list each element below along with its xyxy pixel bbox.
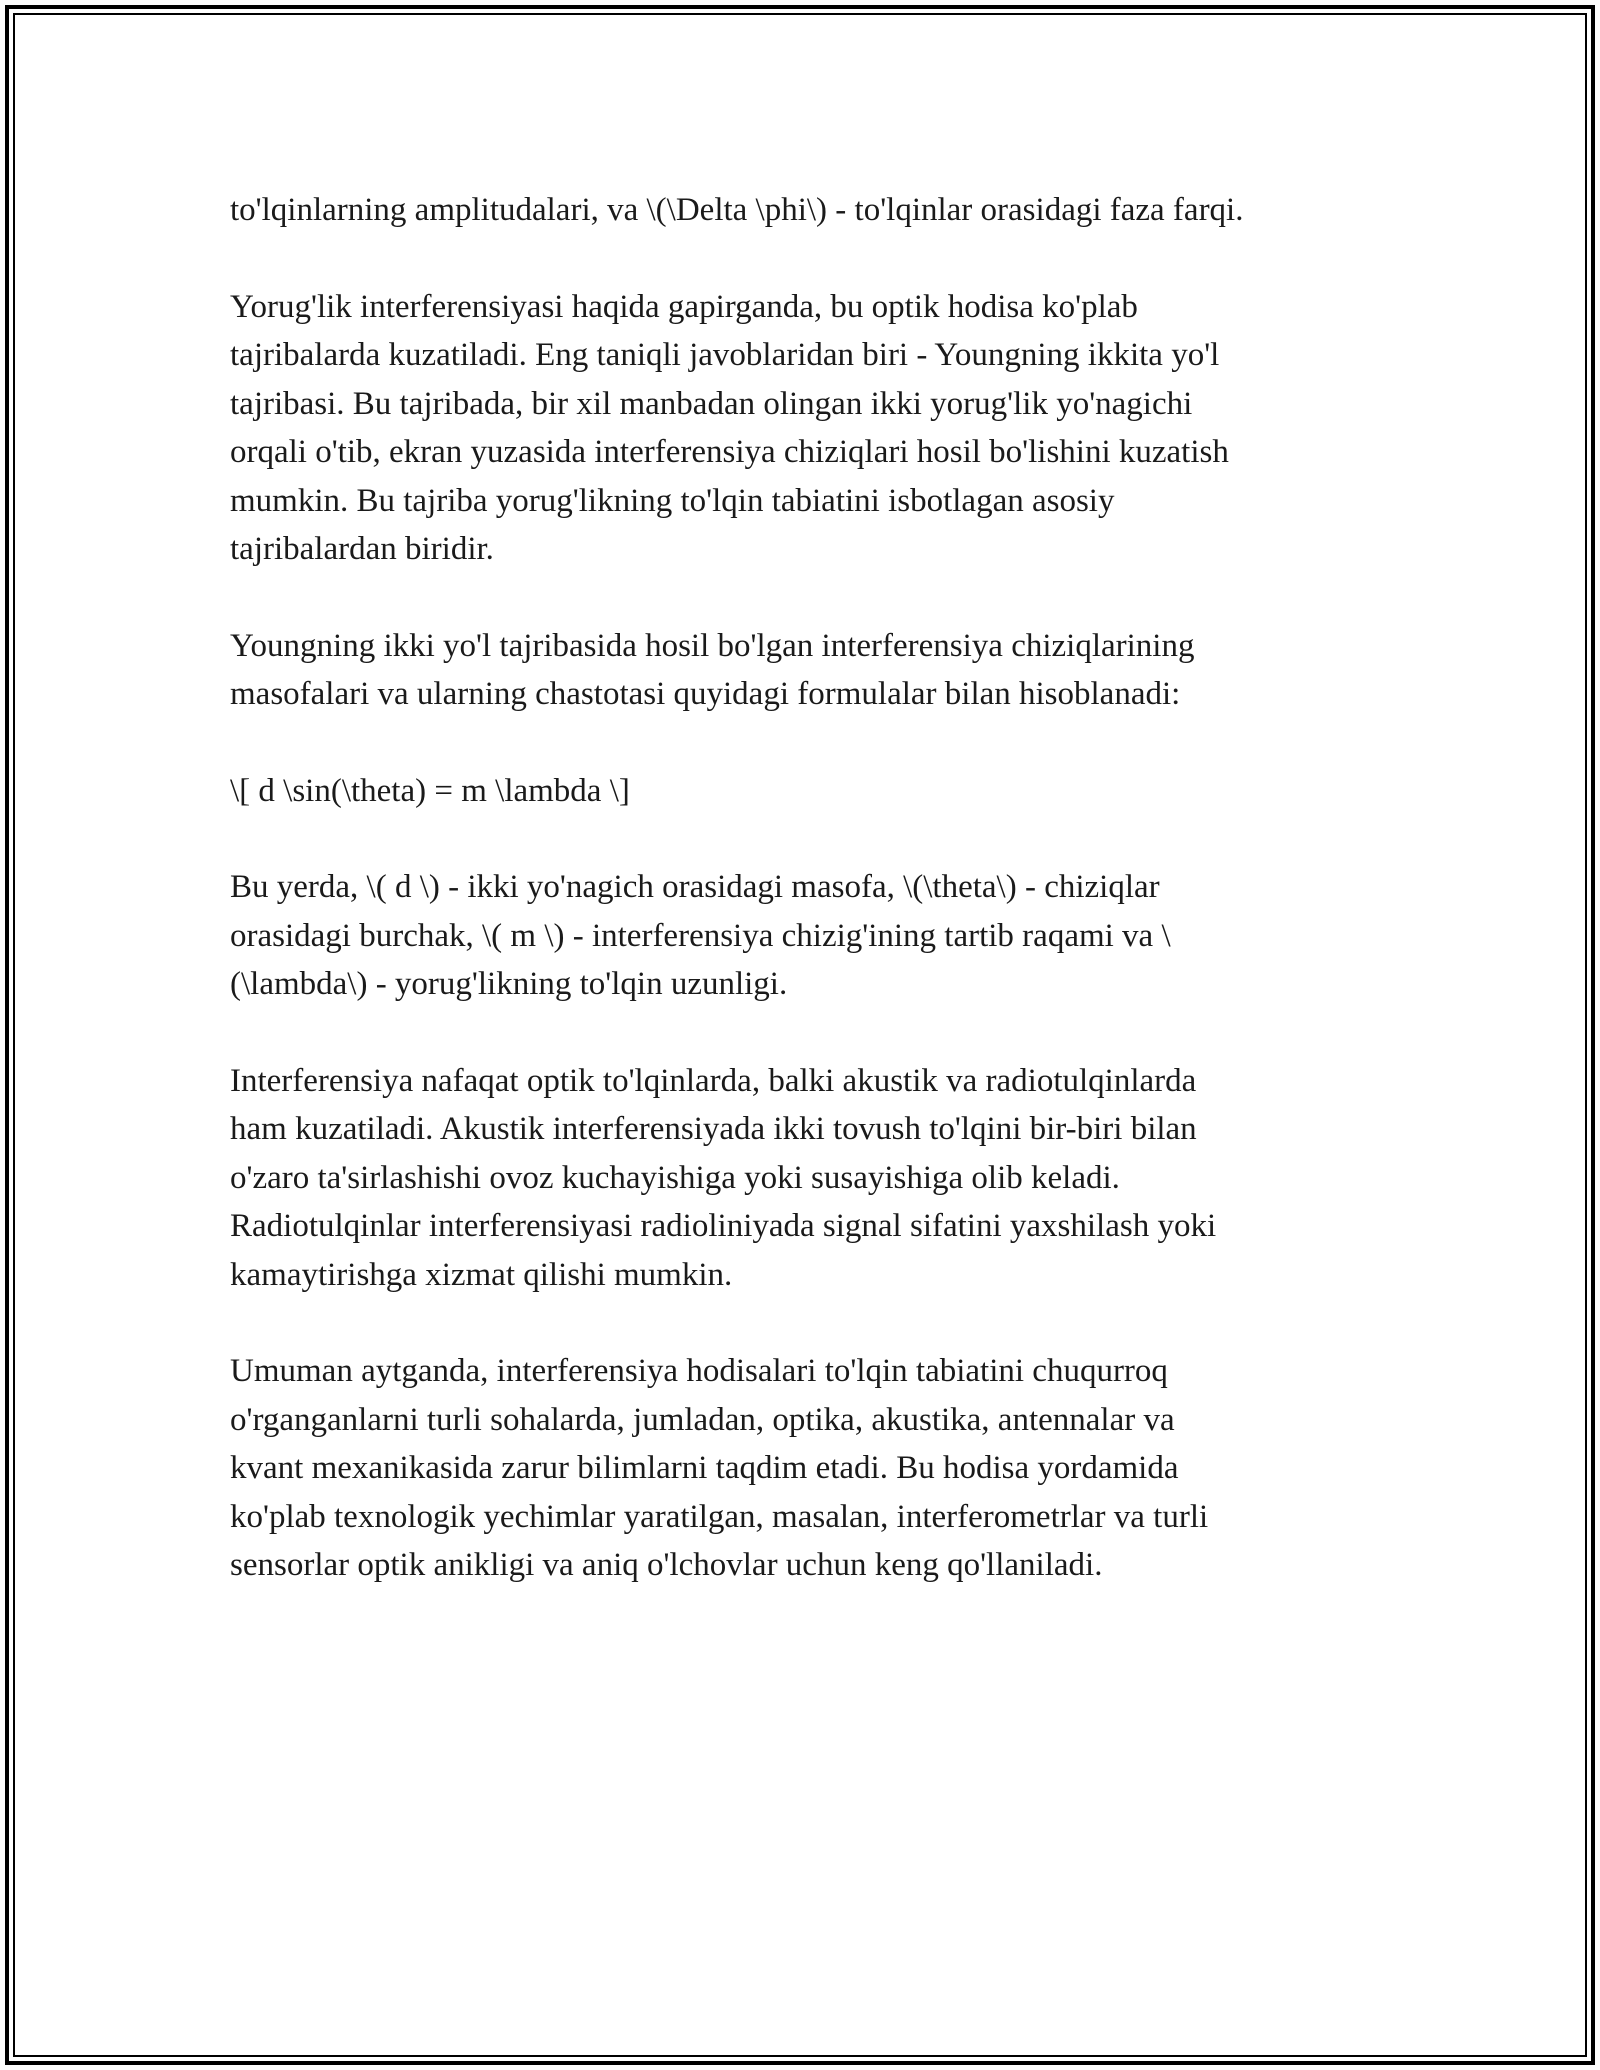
text-line: kvant mexanikasida zarur bilimlarni taqdim etadi. Bu hodisa yordamida xyxy=(230,1450,1179,1486)
text-line: tajribasi. Bu tajribada, bir xil manbadan olingan ikki yorug'lik yo'nagichi xyxy=(230,385,1193,422)
text-line: Youngning ikki yo'l tajribasida hosil bo'lgan interferensiya chiziqlarining xyxy=(230,627,1195,664)
text-line: tajribalardan biridir. xyxy=(230,531,494,567)
paragraph xyxy=(230,767,1380,816)
paragraph xyxy=(230,863,1380,1009)
text-line: Bu yerda, \( d \) - ikki yo'nagich orasidagi masofa, \(\theta\) - chiziqlar xyxy=(230,869,1160,905)
text-line: Interferensiya nafaqat optik to'lqinlarda, balki akustik va radiotulqinlarda xyxy=(230,1062,1197,1099)
text-line: kamaytirishga xizmat qilishi mumkin. xyxy=(230,1256,733,1293)
text-line: Yorug'lik interferensiyasi haqida gapirganda, bu optik hodisa ko'plab xyxy=(230,288,1138,325)
text-line: ham kuzatiladi. Akustik interferensiyada ikki tovush to'lqini bir-biri bilan xyxy=(230,1111,1197,1147)
document-body xyxy=(230,186,1380,1638)
text-line: sensorlar optik anikligi va aniq o'lchovlar uchun keng qo'llaniladi. xyxy=(230,1547,1103,1583)
text-line: o'zaro ta'sirlashishi ovoz kuchayishiga yoki susayishiga olib keladi. xyxy=(230,1159,1120,1196)
paragraph xyxy=(230,186,1380,235)
text-line: o'rganganlarni turli sohalarda, jumladan, optika, akustika, antennalar va xyxy=(230,1401,1175,1438)
text-line: masofalari va ularning chastotasi quyidagi formulalar bilan hisoblanadi: xyxy=(230,676,1181,712)
text-line: Umuman aytganda, interferensiya hodisalari to'lqin tabiatini chuqurroq xyxy=(230,1353,1168,1389)
text-line: to'lqinlarning amplitudalari, va \(\Delta \phi\) - to'lqinlar orasidagi faza farqi. xyxy=(230,192,1244,228)
text-line: tajribalarda kuzatiladi. Eng taniqli javoblaridan biri - Youngning ikkita yo'l xyxy=(230,337,1220,373)
text-line: Radiotulqinlar interferensiyasi radioliniyada signal sifatini yaxshilash yoki xyxy=(230,1208,1217,1244)
paragraph xyxy=(230,283,1380,574)
paragraph xyxy=(230,622,1380,719)
text-line: \[ d \sin(\theta) = m \lambda \] xyxy=(230,772,630,809)
text-line: (\lambda\) - yorug'likning to'lqin uzunligi. xyxy=(230,966,788,1002)
text-line: mumkin. Bu tajriba yorug'likning to'lqin tabiatini isbotlagan asosiy xyxy=(230,482,1115,519)
text-line: ko'plab texnologik yechimlar yaratilgan, masalan, interferometrlar va turli xyxy=(230,1498,1209,1535)
text-line: orqali o'tib, ekran yuzasida interferensiya chiziqlari hosil bo'lishini kuzatish xyxy=(230,434,1229,470)
text-line: orasidagi burchak, \( m \) - interferensiya chizig'ining tartib raqami va \ xyxy=(230,917,1171,954)
paragraph xyxy=(230,1347,1380,1590)
paragraph xyxy=(230,1057,1380,1300)
